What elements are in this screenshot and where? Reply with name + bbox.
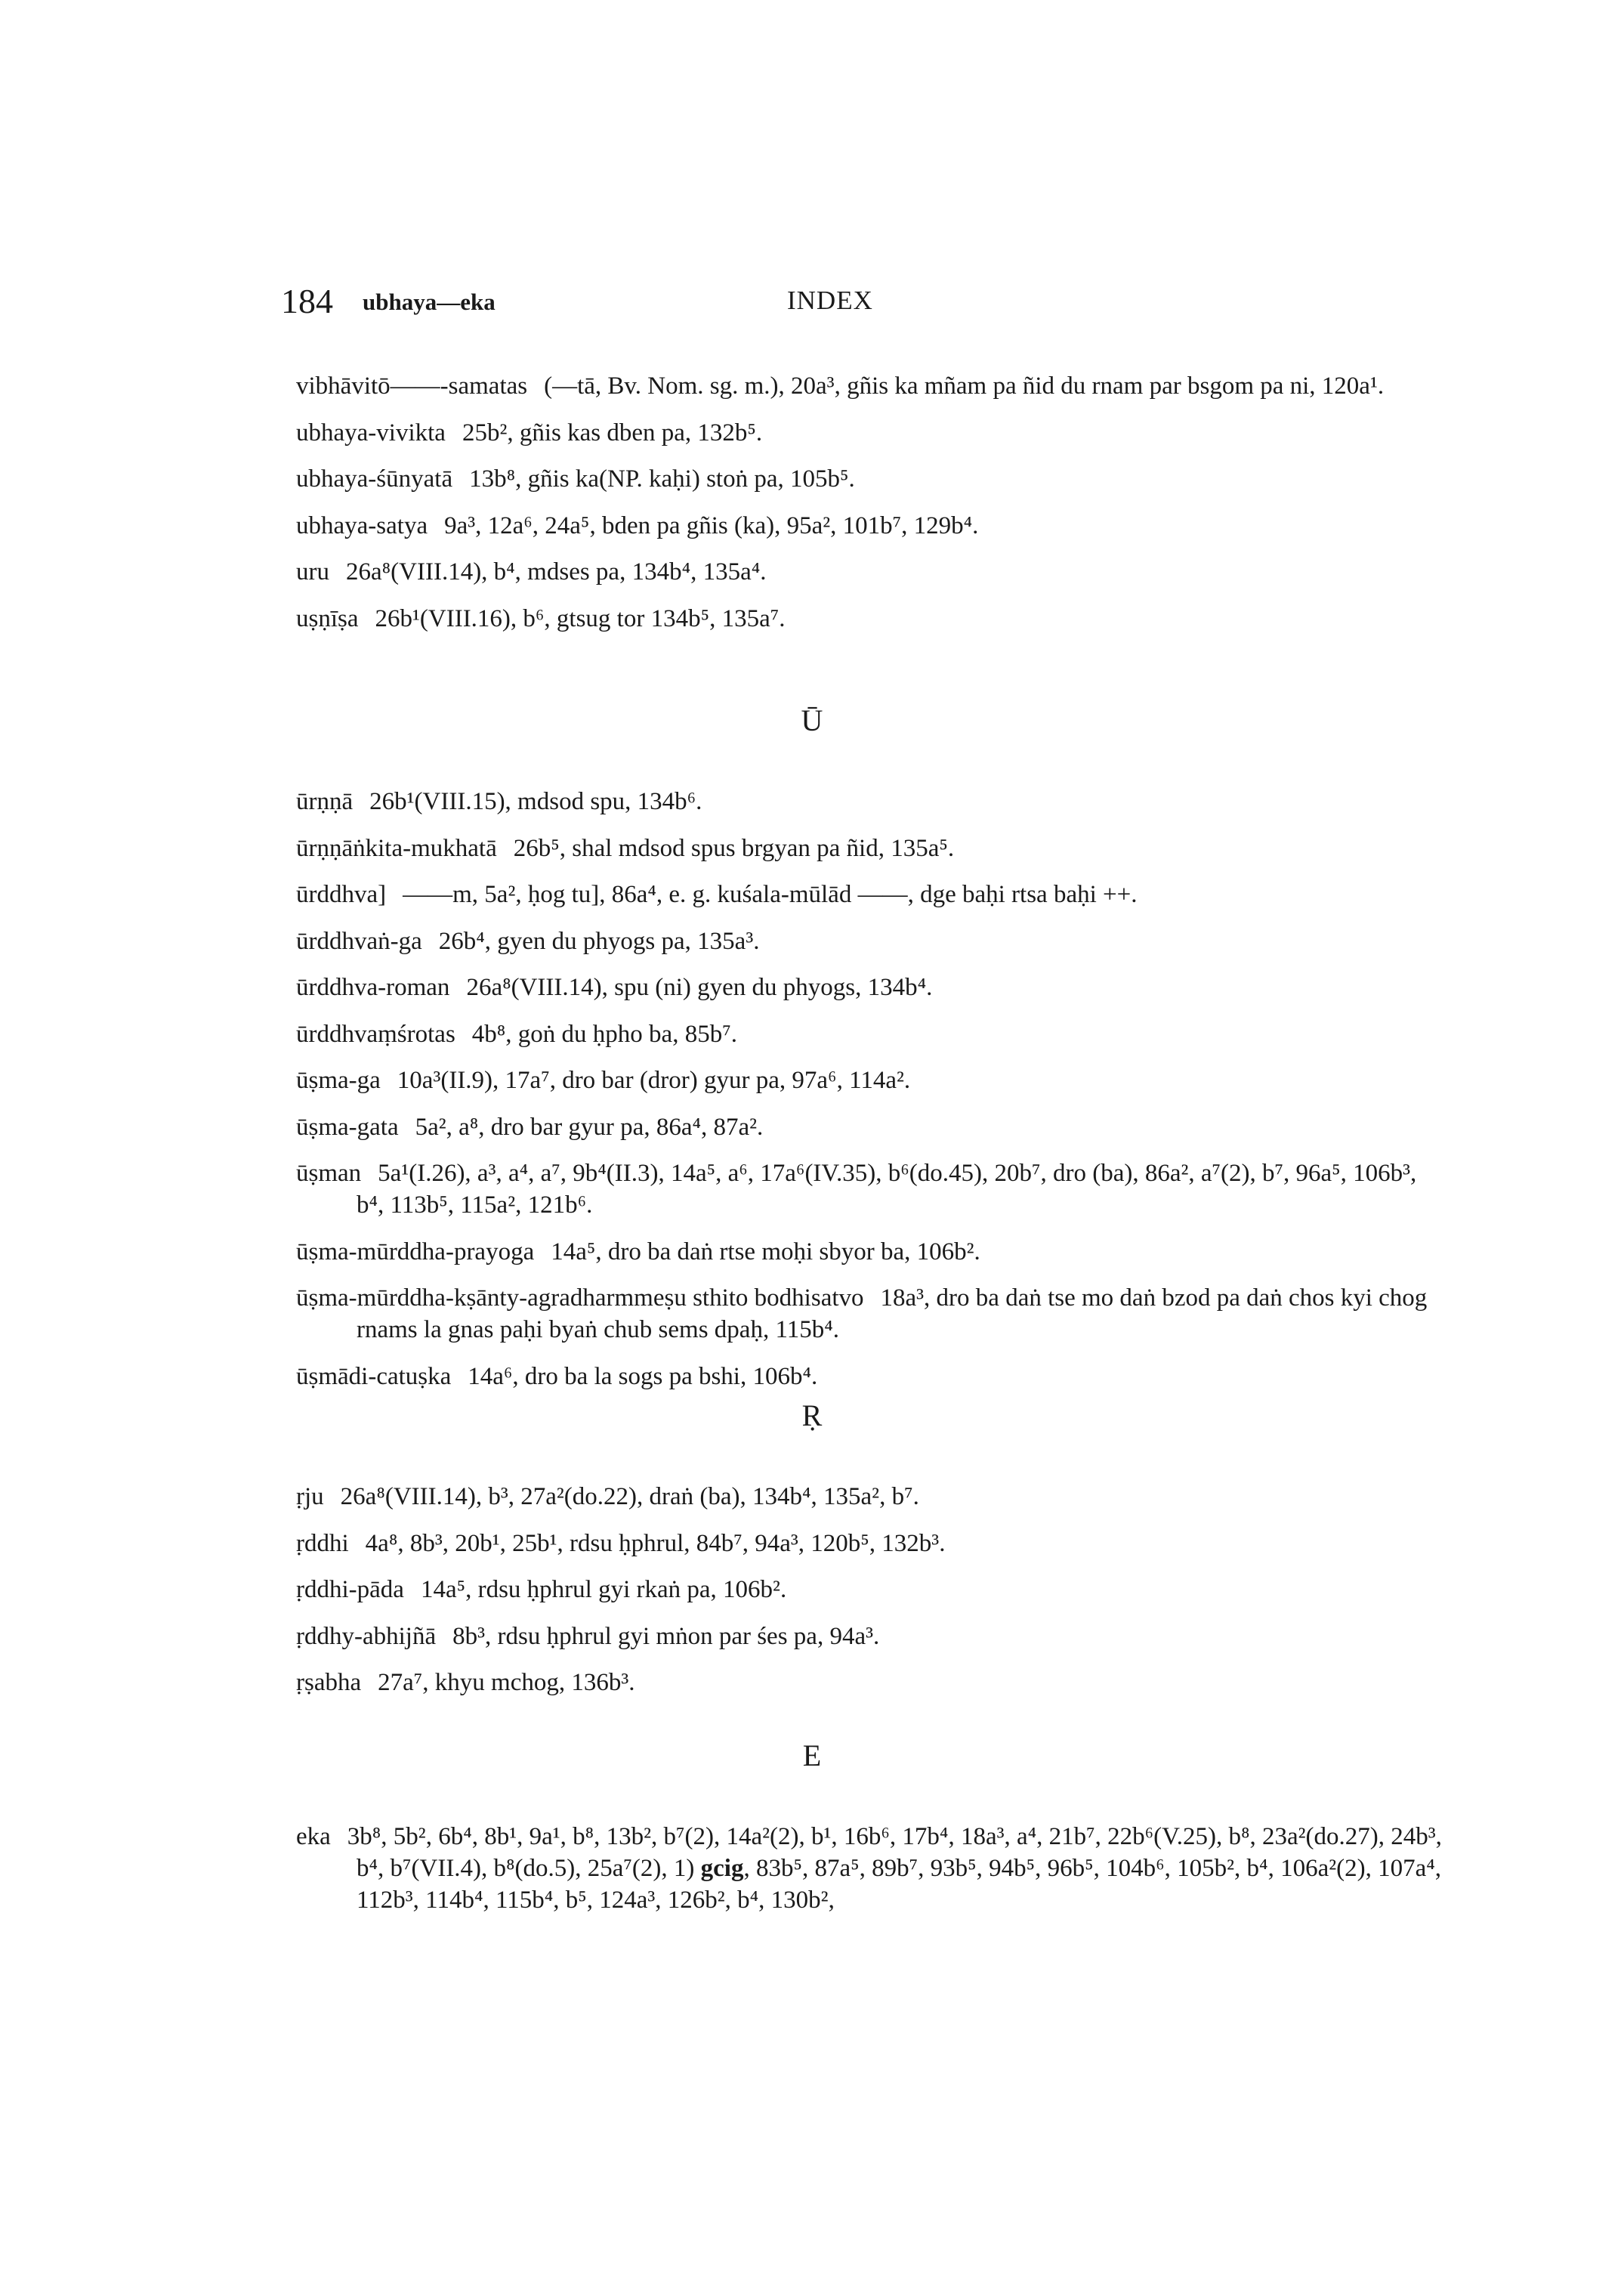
entry-body: 4b⁸, goṅ du ḥpho ba, 85b⁷.	[471, 1020, 737, 1048]
index-entry	[296, 879, 1444, 910]
entry-body: 5a², a⁸, dro bar gyur pa, 86a⁴, 87a².	[415, 1113, 764, 1141]
entry-body: 26a⁸(VIII.14), b⁴, mdses pa, 134b⁴, 135a⁴.	[346, 558, 767, 586]
index-entry	[296, 1481, 1444, 1513]
entry-body: 13b⁸, gñis ka(NP. kaḥi) stoṅ pa, 105b⁵.	[469, 465, 855, 493]
index-entry	[296, 1821, 1444, 1916]
entry-headword: ṛju	[296, 1483, 324, 1510]
entry-body: 26b¹(VIII.16), b⁶, gtsug tor 134b⁵, 135a⁷.	[375, 604, 786, 632]
index-entry	[296, 972, 1444, 1003]
entry-headword: ūrddhvaṅ-ga	[296, 927, 422, 955]
index-entry	[296, 1157, 1444, 1221]
entry-body: 3b⁸, 5b², 6b⁴, 8b¹, 9a¹, b⁸, 13b², b⁷(2), 14a²(2), b¹, 16b⁶, 17b⁴, 18a³, a⁴, 21b⁷, 22b⁶(V.25), b⁸, 23a²(do.27), 24b³, b⁴, b⁷(VII.4), b⁸(do.5), 25a⁷(2), 1)	[347, 1823, 1442, 1882]
index-entry	[296, 1574, 1444, 1605]
entry-body: 5a¹(I.26), a³, a⁴, a⁷, 9b⁴(II.3), 14a⁵, a⁶, 17a⁶(IV.35), b⁶(do.45), 20b⁷, dro (ba), 86a², a⁷(2), b⁷, 96a⁵, 106b³, b⁴, 113b⁵, 115a², 121b⁶.	[357, 1160, 1417, 1219]
entry-headword: ūrddhva]	[296, 881, 387, 908]
index-entry	[296, 1236, 1444, 1268]
index-entry	[296, 1621, 1444, 1652]
index-entry	[296, 510, 1444, 542]
entry-headword: ubhaya-satya	[296, 511, 428, 539]
index-entry	[296, 786, 1444, 817]
index-entry	[296, 833, 1444, 864]
entry-body: (—tā, Bv. Nom. sg. m.), 20a³, gñis ka mñam pa ñid du rnam par bsgom pa ni, 120a¹.	[544, 372, 1385, 400]
entry-headword: ubhaya-vivikta	[296, 419, 446, 447]
entry-headword: vibhāvitō——-samatas	[296, 372, 528, 400]
entry-body: 27a⁷, khyu mchog, 136b³.	[378, 1669, 635, 1696]
entry-body: 14a⁵, rdsu ḥphrul gyi rkaṅ pa, 106b².	[420, 1576, 787, 1603]
index-entry	[296, 1018, 1444, 1050]
entry-body: 10a³(II.9), 17a⁷, dro bar (dror) gyur pa, 97a⁶, 114a².	[397, 1067, 911, 1094]
section-letter-u-long: Ū	[801, 703, 823, 737]
entry-headword: ūṣma-mūrddha-prayoga	[296, 1238, 535, 1265]
section-u-long	[296, 786, 1444, 1407]
entry-headword: ūrddhvaṃśrotas	[296, 1020, 455, 1048]
entry-headword: ūṣma-ga	[296, 1067, 381, 1094]
index-entry	[296, 603, 1444, 635]
index-entry	[296, 1528, 1444, 1559]
section-letter-e: E	[802, 1738, 822, 1772]
entry-headword: ṛddhi-pāda	[296, 1576, 404, 1603]
head-range: ubhaya—eka	[363, 289, 496, 315]
index-entry	[296, 417, 1444, 449]
entry-headword: ṛddhy-abhijñā	[296, 1622, 437, 1650]
index-entry	[296, 1111, 1444, 1143]
index-entry	[296, 556, 1444, 588]
entry-headword: ūṣman	[296, 1160, 362, 1187]
page-number: 184	[281, 282, 333, 320]
entry-headword: eka	[296, 1823, 331, 1850]
index-entry	[296, 370, 1444, 402]
index-entry	[296, 926, 1444, 957]
entry-headword: ṛṣabha	[296, 1669, 362, 1696]
section-e	[296, 1821, 1444, 1931]
index-entry	[296, 1361, 1444, 1392]
entry-body: 14a⁶, dro ba la sogs pa bshi, 106b⁴.	[468, 1362, 818, 1390]
entry-body: 14a⁵, dro ba daṅ rtse moḥi sbyor ba, 106b².	[551, 1238, 980, 1265]
entry-headword: ūrṇṇāṅkita-mukhatā	[296, 834, 497, 862]
section-u-short	[296, 370, 1444, 649]
entry-body: 26b⁴, gyen du phyogs pa, 135a³.	[438, 927, 760, 955]
entry-headword: ūrddhva-roman	[296, 974, 450, 1001]
entry-body: 9a³, 12a⁶, 24a⁵, bden pa gñis (ka), 95a², 101b⁷, 129b⁴.	[444, 511, 979, 539]
entry-headword: ṛddhi	[296, 1529, 349, 1557]
entry-headword: uru	[296, 558, 329, 586]
entry-headword: ūṣma-gata	[296, 1113, 399, 1141]
entry-headword: uṣṇīṣa	[296, 604, 359, 632]
entry-body: 26a⁸(VIII.14), b³, 27a²(do.22), draṅ (ba), 134b⁴, 135a², b⁷.	[340, 1483, 919, 1510]
running-head	[281, 281, 1459, 326]
entry-body: 8b³, rdsu ḥphrul gyi mṅon par śes pa, 94a³.	[452, 1622, 880, 1650]
section-letter-r: Ṛ	[801, 1398, 823, 1432]
entry-bold-word: gcig	[700, 1855, 744, 1882]
entry-body: 18a³, dro ba daṅ tse mo daṅ bzod pa daṅ chos kyi chog rnams la gnas paḥi byaṅ chub sems dpaḥ, 115b⁴.	[357, 1284, 1428, 1343]
head-title: INDEX	[787, 286, 873, 315]
entry-headword: ūṣmādi-catuṣka	[296, 1362, 452, 1390]
entry-body: ——m, 5a², ḥog tu], 86a⁴, e. g. kuśala-mūlād ——, dge baḥi rtsa baḥi ++.	[403, 881, 1138, 908]
section-r	[296, 1481, 1444, 1714]
entry-headword: ūrṇṇā	[296, 788, 354, 815]
entry-body-continued: , 83b⁵, 87a⁵, 89b⁷, 93b⁵, 94b⁵, 96b⁵, 104b⁶, 105b², b⁴, 106a²(2), 107a⁴, 112b³, 114b⁴, 115b⁴, b⁵, 124a³, 126b², b⁴, 130b²,	[357, 1855, 1441, 1914]
entry-body: 26a⁸(VIII.14), spu (ni) gyen du phyogs, 134b⁴.	[466, 974, 933, 1001]
entry-headword: ūṣma-mūrddha-kṣānty-agradharmmeṣu sthito bodhisatvo	[296, 1284, 864, 1312]
entry-body: 25b², gñis kas dben pa, 132b⁵.	[462, 419, 763, 447]
entry-body: 26b¹(VIII.15), mdsod spu, 134b⁶.	[369, 788, 702, 815]
entry-body: 4a⁸, 8b³, 20b¹, 25b¹, rdsu ḥphrul, 84b⁷, 94a³, 120b⁵, 132b³.	[365, 1529, 946, 1557]
index-entry	[296, 1282, 1444, 1346]
index-entry	[296, 1667, 1444, 1698]
index-entry	[296, 463, 1444, 495]
index-entry	[296, 1065, 1444, 1096]
entry-headword: ubhaya-śūnyatā	[296, 465, 453, 493]
entry-body: 26b⁵, shal mdsod spus brgyan pa ñid, 135a⁵.	[513, 834, 955, 862]
